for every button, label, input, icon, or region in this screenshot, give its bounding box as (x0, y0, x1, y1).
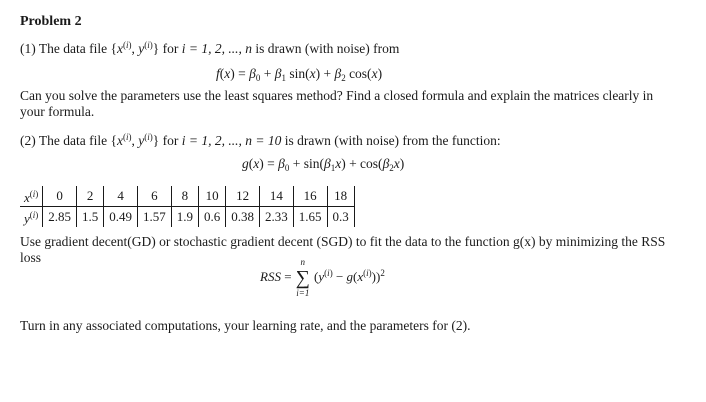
part1-formula: $f(x) = \beta_0 + \beta_1$ $\sin(x) + \beta_2$ cos(x) (216, 66, 383, 83)
y-cell: 0.49 (104, 207, 138, 228)
summation-sign: n ∑ i=1 (295, 257, 310, 299)
part2-intro: (2) The data file {$x^{(i)}$, $y^{(i)}$} for i = 1, 2, ..., n = 10 is drawn (with noise) from the function: (20, 132, 501, 148)
y-cell: 1.65 (293, 207, 327, 228)
y-cell: 1.57 (138, 207, 172, 228)
y-cell: 1.5 (77, 207, 104, 228)
y-cell: 0.3 (327, 207, 354, 228)
x-cell: 16 (293, 186, 327, 207)
row-label-x: $x^{(i)}$ (20, 186, 43, 207)
data-table (20, 186, 355, 227)
x-cell: 12 (226, 186, 260, 207)
row-label-y: $y^{(i)}$ (20, 207, 43, 228)
gd-instructions: Use gradient decent(GD) or stochastic gradient decent (SGD) to fit the data to the function g(x) by minimizing the RSS loss (20, 234, 666, 265)
x-cell: 14 (260, 186, 294, 207)
closing-instructions: Turn in any associated computations, your learning rate, and the parameters for (2). (20, 318, 471, 333)
x-cell: 4 (104, 186, 138, 207)
x-cell: 2 (77, 186, 104, 207)
part1-question: Can you solve the parameters use the least squares method? Find a closed formula and explain the matrices clearly in your formula. (20, 88, 654, 119)
rss-label: RSS (260, 269, 281, 284)
y-cell: 0.38 (226, 207, 260, 228)
part1-intro: (1) The data file {$x^{(i)}$, $y^{(i)}$} for i = 1, 2, ..., n is drawn (with noise) from (20, 40, 400, 56)
table-row-y (20, 207, 354, 228)
rss-formula: RSS = n ∑ i=1 $(y^{(i)} - g(x^{(i)}))^2$ (260, 257, 385, 299)
x-cell: 8 (171, 186, 198, 207)
x-cell: 0 (43, 186, 77, 207)
y-cell: 2.85 (43, 207, 77, 228)
x-cell: 6 (138, 186, 172, 207)
y-cell: 0.6 (199, 207, 226, 228)
table-row-x (20, 186, 354, 207)
x-cell: 18 (327, 186, 354, 207)
part2-formula: $g(x) = \beta_0 + \sin(\beta_1x) + \cos(\beta_2x)$ (242, 156, 405, 173)
problem-title: Problem 2 (20, 14, 82, 29)
x-cell: 10 (199, 186, 226, 207)
y-cell: 1.9 (171, 207, 198, 228)
y-cell: 2.33 (260, 207, 294, 228)
